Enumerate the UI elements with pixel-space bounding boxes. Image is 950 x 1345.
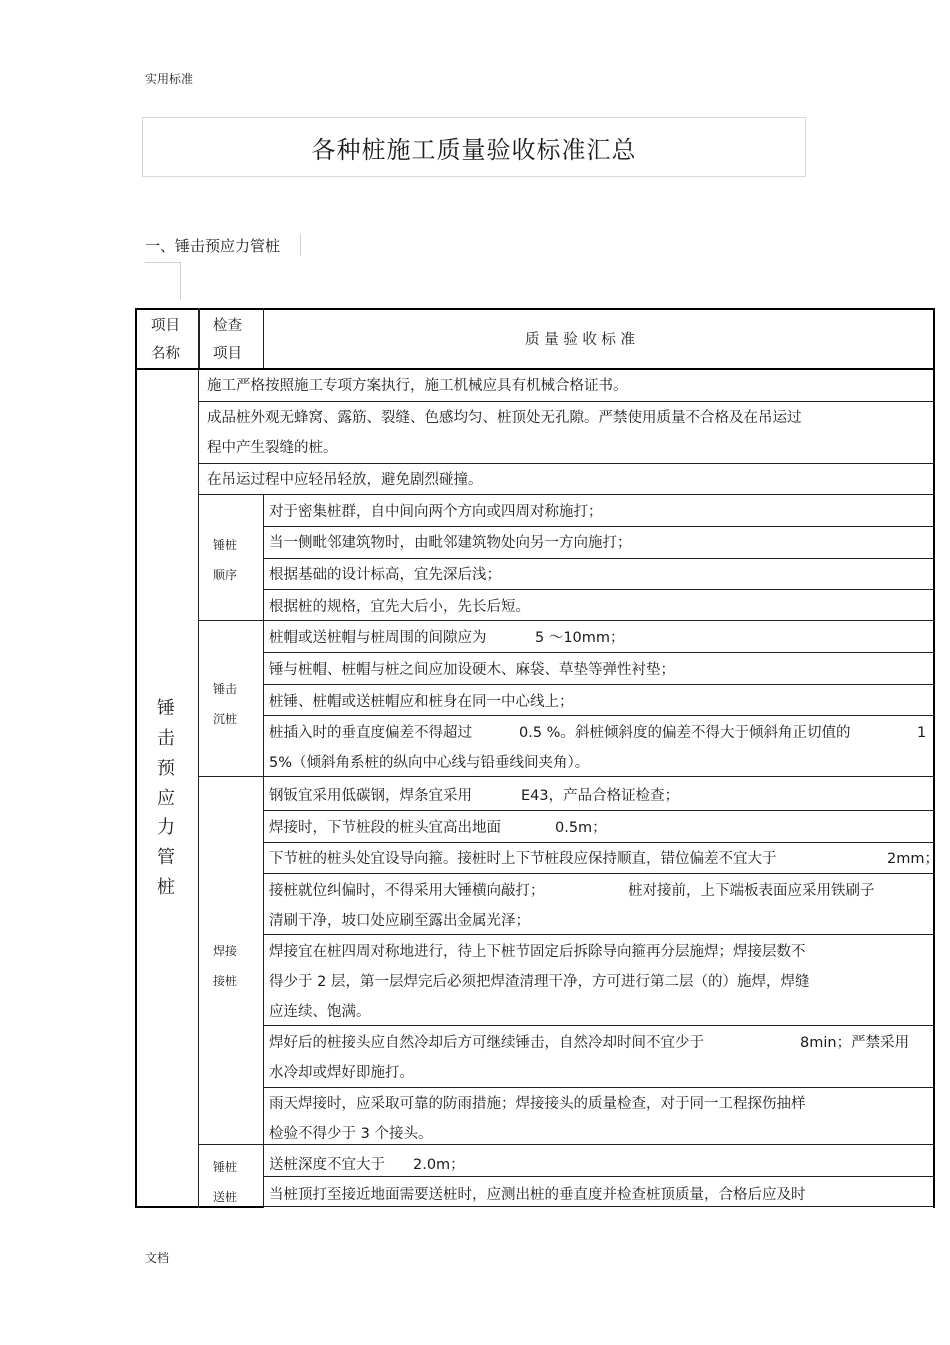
group-label: 锤桩 [213,538,238,552]
group-row: 钢钣宜采用低碳钢，焊条宜采用 [269,788,472,804]
table-border [135,1206,263,1208]
group-row: 桩帽或送桩帽与桩周围的间隙应为 [269,630,487,646]
category-char: 应 [157,788,175,809]
table-border [135,308,935,310]
general-row: 施工严格按照施工专项方案执行，施工机械应具有机械合格证书。 [207,378,628,394]
group-row: 当桩顶打至接近地面需要送桩时，应测出桩的垂直度并检查桩顶质量，合格后应及时 [269,1187,806,1203]
general-row: 在吊运过程中应轻吊轻放，避免剧烈碰撞。 [207,472,483,488]
category-char: 管 [157,847,175,868]
col-header-check-item: 项目 [213,346,242,362]
category-char: 力 [157,817,175,838]
group-row: 桩锤、桩帽或送桩帽应和桩身在同一中心线上； [269,694,574,710]
table-border [263,308,264,370]
group-label: 顺序 [213,568,238,582]
group-row: 当一侧毗邻建筑物时，由毗邻建筑物处向另一方向施打； [269,535,632,551]
group-label: 焊接 [213,944,238,958]
section-heading: 一、锤击预应力管桩 [145,237,281,255]
group-row: 水冷却或焊好即施打。 [269,1065,414,1081]
row-divider [263,558,935,559]
group-label: 沉桩 [213,712,238,726]
group-row: 8min；严禁采用 [800,1035,910,1051]
divider [300,234,301,256]
col-header-item-name: 名称 [151,346,180,362]
row-divider [263,873,935,874]
group-row: 2mm； [887,851,939,867]
group-row: 根据基础的设计标高，宜先深后浅； [269,567,501,583]
group-row: 桩插入时的垂直度偏差不得超过 [269,725,472,741]
general-row: 程中产生裂缝的桩。 [207,440,338,456]
group-row: 检验不得少于 3 个接头。 [269,1126,433,1142]
group-row: 5 ～10mm； [535,630,625,646]
group-row: 清刷干净，坡口处应刷至露出金属光泽； [269,913,530,929]
table-border [199,308,200,370]
group-label: 锤击 [213,682,238,696]
table-border [135,308,137,1208]
row-divider [199,401,935,402]
group-row: 5%（倾斜角系桩的纵向中心线与铅垂线间夹角）。 [269,755,590,771]
row-divider [263,1087,935,1088]
row-divider [199,463,935,464]
row-divider [263,842,935,843]
page-title: 各种桩施工质量验收标准汇总 [311,135,637,164]
table-border [198,308,199,1208]
group-row: 根据桩的规格，宜先大后小，先长后短。 [269,599,530,615]
group-label: 送桩 [213,1190,238,1204]
group-row: 下节桩的桩头处宜设导向箍。接桩时上下节桩段应保持顺直，错位偏差不宜大于 [269,851,777,867]
group-row: 0.5 %。斜桩倾斜度的偏差不得大于倾斜角正切值的 [519,725,851,741]
row-divider [263,652,935,653]
col-header-check-item: 检查 [213,318,242,334]
row-divider [199,1144,935,1145]
group-row: 送桩深度不宜大于 [269,1157,385,1173]
general-row: 成品桩外观无蜂窝、露筋、裂缝、色感均匀、桩顶处无孔隙。严禁使用质量不合格及在吊运过 [207,410,802,426]
col-header-item-name: 项目 [151,318,180,334]
table-border [933,308,935,1208]
group-row: 焊好后的桩接头应自然冷却后方可继续锤击，自然冷却时间不宜少于 [269,1035,704,1051]
group-row: 桩对接前，上下端板表面应采用铁刷子 [628,883,875,899]
group-row: 2.0m； [413,1157,465,1173]
divider [180,262,181,300]
row-divider [199,776,935,777]
group-row: 锤与桩帽、桩帽与桩之间应加设硬木、麻袋、草垫等弹性衬垫； [269,662,675,678]
group-row: 焊接宜在桩四周对称地进行，待上下桩节固定后拆除导向箍再分层施焊；焊接层数不 [269,944,806,960]
group-label: 锤桩 [213,1160,238,1174]
group-row: 0.5m； [555,820,607,836]
category-char: 锤 [157,698,175,719]
row-divider [263,589,935,590]
title-box [142,117,806,177]
row-divider [263,1025,935,1026]
row-divider [199,494,935,495]
category-char: 预 [157,758,175,779]
row-divider [263,1206,935,1207]
group-row: 1 [917,725,927,741]
group-row: 雨天焊接时，应采取可靠的防雨措施；焊接接头的质量检查，对于同一工程探伤抽样 [269,1096,806,1112]
group-row: 焊接时，下节桩段的桩头宜高出地面 [269,820,501,836]
category-char: 桩 [157,877,175,898]
acceptance-table [135,308,939,1208]
group-row: 应连续、饱满。 [269,1004,371,1020]
row-divider [263,1176,935,1177]
group-row: E43，产品合格证检查； [521,788,680,804]
table-border [263,495,264,1208]
row-divider [263,715,935,716]
row-divider [263,810,935,811]
row-divider [199,620,935,621]
page-footer: 文档 [145,1251,170,1265]
divider [145,262,181,263]
table-border [135,368,935,370]
row-divider [263,526,935,527]
group-label: 接桩 [213,974,238,988]
row-divider [263,684,935,685]
group-row: 对于密集桩群，自中间向两个方向或四周对称施打； [269,504,603,520]
category-char: 击 [157,728,175,749]
group-row: 得少于 2 层，第一层焊完后必须把焊渣清理干净，方可进行第二层（的）施焊，焊缝 [269,974,810,990]
col-header-standard: 质 量 验 收 标 准 [525,332,636,348]
page-header: 实用标准 [145,72,194,86]
group-row: 接桩就位纠偏时，不得采用大锤横向敲打； [269,883,545,899]
row-divider [263,934,935,935]
